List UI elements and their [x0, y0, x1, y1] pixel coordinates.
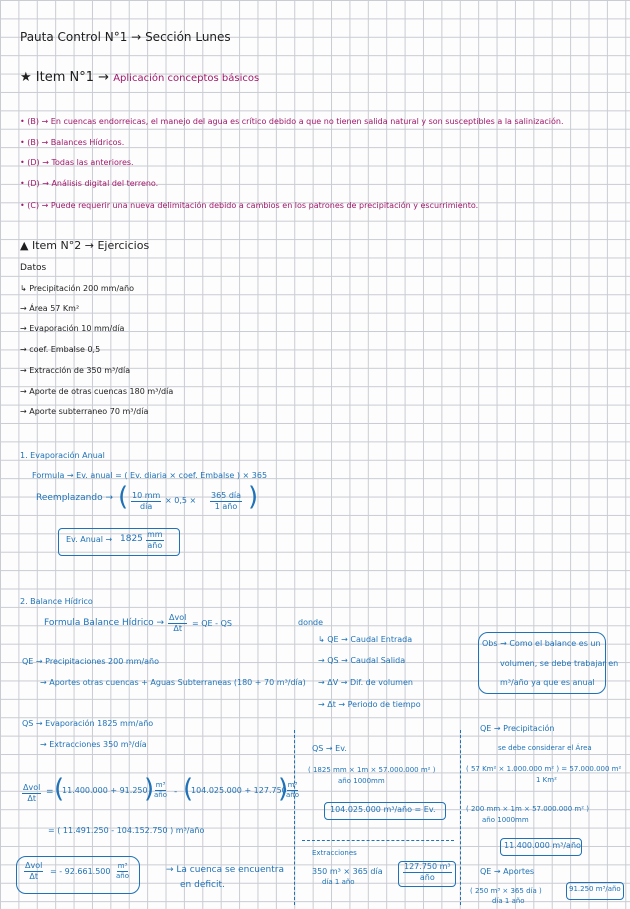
- calc1-b: 104.025.000 + 127.750: [191, 786, 287, 795]
- balance-result-unit: [116, 863, 129, 880]
- aportes-label: QE → Aportes: [480, 867, 535, 876]
- extr-result-num: 127.750 m³: [404, 862, 451, 871]
- datos-label: Datos: [20, 263, 47, 273]
- answer-4: • (D) → Análisis digital del terreno.: [20, 179, 159, 188]
- calc1-unit: [154, 782, 167, 799]
- item1-heading: [20, 71, 259, 84]
- arrow-icon: →: [98, 70, 110, 85]
- dato-6: → Aporte de otras cuencas 180 m³/día: [20, 387, 174, 396]
- calc-paren-2: ): [144, 774, 155, 804]
- aportes-den: día 1 año: [492, 897, 525, 905]
- qe-prec-note: se debe considerar el Área: [498, 744, 592, 752]
- calc-paren-4: ): [278, 774, 289, 804]
- calc1-unit-num: m³: [155, 781, 166, 789]
- prec-result: 11.400.000 m³/año: [504, 841, 581, 850]
- obs-line-2: volumen, se debe trabajar en: [500, 659, 619, 668]
- calc1-a: 11.400.000 + 91.250: [62, 786, 148, 795]
- title-text: Pauta Control N°1: [20, 30, 128, 44]
- item2-heading: [20, 240, 149, 251]
- calc1-unit2: [286, 782, 299, 799]
- answer-1: • (B) → En cuencas endorreicas, el manejo del agua es crítico debido a que no tienen salida natural y son susceptibles a la salinización.: [20, 117, 564, 126]
- obs-line-3: m³/año ya que es anual: [500, 678, 595, 687]
- dvol-text: Δvol: [169, 613, 187, 622]
- balance-result: = - 92.661.500: [50, 867, 111, 876]
- qs-ev-label: QS → Ev.: [312, 744, 347, 753]
- arrow-icon: →: [131, 30, 142, 44]
- qe-label: QE → Precipitaciones 200 mm/año: [22, 657, 159, 666]
- result-dvol: Δvol: [25, 861, 43, 870]
- star-icon: ★: [20, 70, 32, 85]
- balance-heading: 2. Balance Hídrico: [20, 597, 93, 606]
- answer-3: • (D) → Todas las anteriores.: [20, 158, 134, 167]
- obs-line-1: Obs → Como el balance es un: [482, 639, 601, 648]
- section-text: Sección Lunes: [145, 30, 231, 44]
- dt-text: Δt: [173, 624, 182, 633]
- item1-subtitle: Aplicación conceptos básicos: [113, 73, 260, 84]
- calc-paren-1: (: [54, 774, 65, 804]
- page-title: [20, 31, 231, 43]
- dato-3: → Evaporación 10 mm/día: [20, 324, 125, 333]
- balance-formula-rhs: = QE - QS: [192, 619, 232, 628]
- def-3: → ΔV → Dif. de volumen: [318, 678, 413, 687]
- separator-mid: [302, 840, 454, 841]
- evap-formula: Formula → Ev. anual = ( Ev. diaria × coef. Embalse ) × 365: [32, 471, 268, 480]
- qe-prec-label: QE → Precipitación: [480, 724, 555, 733]
- balance-note-1: → La cuenca se encuentra: [166, 865, 284, 875]
- def-2: → QS → Caudal Salida: [318, 656, 406, 665]
- donde-label: donde: [298, 618, 324, 627]
- dato-2: → Área 57 Km²: [20, 304, 80, 313]
- def-1: ↳ QE → Caudal Entrada: [318, 635, 413, 644]
- extr-calc: 350 m³ × 365 día: [312, 867, 383, 876]
- paren-open: (: [118, 482, 129, 512]
- qs-label: QS → Evaporación 1825 mm/año: [22, 719, 154, 728]
- result-unit-den: año: [116, 872, 130, 880]
- evap-mult: × 0,5 ×: [165, 496, 197, 505]
- qs-ev-calc: ( 1825 mm × 1m × 57.000.000 m² ): [308, 766, 436, 774]
- evap-heading: 1. Evaporación Anual: [20, 451, 105, 460]
- calc1-unit-den: año: [154, 791, 168, 799]
- evap-result-unit: [146, 531, 164, 550]
- qs-ev-result: 104.025.000 m³/año = Ev.: [330, 805, 436, 814]
- dato-5: → Extracción de 350 m³/día: [20, 366, 131, 375]
- calc-dt: Δt: [27, 794, 36, 803]
- extr-den: día 1 año: [322, 878, 355, 886]
- calc1-unit2-num: m³: [287, 781, 298, 789]
- item2-title: Item N°2: [31, 239, 82, 252]
- evap-frac-2: [210, 492, 242, 511]
- qs-ev-den: año 1000mm: [338, 777, 385, 785]
- separator-right: [460, 730, 461, 905]
- item2-subtitle: Ejercicios: [97, 239, 150, 252]
- calc-eq: =: [46, 787, 54, 797]
- dato-4: → coef. Embalse 0,5: [20, 345, 101, 354]
- prec-calc: ( 200 mm × 1m × 57.000.000 m² ): [466, 805, 589, 813]
- area-calc: ( 57 Km² × 1.000.000 m² ) = 57.000.000 m²: [466, 765, 622, 773]
- extr-result-den: año: [419, 873, 435, 882]
- extr-label: Extracciones: [312, 849, 357, 857]
- balance-formula-label: Formula Balance Hídrico →: [44, 618, 165, 628]
- arrow-icon: →: [84, 239, 94, 252]
- extr-result: [403, 863, 452, 882]
- evap-den1: día: [140, 502, 153, 511]
- dato-7: → Aporte subterraneo 70 m³/día: [20, 407, 149, 416]
- aportes-calc: ( 250 m³ × 365 día ): [470, 887, 542, 895]
- calc-minus: -: [174, 787, 178, 797]
- result-dvol-frac: [24, 862, 43, 881]
- evap-unit-den: año: [147, 541, 163, 550]
- balance-note-2: en deficit.: [180, 880, 225, 890]
- evap-frac-1: [131, 492, 161, 511]
- aportes-result: 91.250 m³/año: [569, 885, 621, 893]
- calc-dvol: Δvol: [23, 783, 41, 792]
- paren-close: ): [248, 482, 259, 512]
- result-unit-num: m³: [117, 862, 128, 870]
- item1-title: Item N°1: [35, 70, 95, 85]
- triangle-icon: ▲: [20, 239, 29, 252]
- answer-5: • (C) → Puede requerir una nueva delimitación debido a cambios en los patrones de precipitación y escurrimiento.: [20, 201, 479, 210]
- calc-dvol-frac: [22, 784, 41, 803]
- balance-dvol-frac: [168, 614, 187, 633]
- evap-den2: 1 año: [214, 502, 238, 511]
- evap-num2: 365 día: [211, 491, 242, 500]
- evap-num1: 10 mm: [132, 491, 161, 500]
- separator-left: [294, 730, 295, 905]
- qe-aportes: → Aportes otras cuencas + Aguas Subterraneas (180 + 70 m³/día): [40, 678, 306, 687]
- qs-extr: → Extracciones 350 m³/día: [40, 740, 147, 749]
- evap-unit-num: mm: [147, 530, 163, 539]
- area-den: 1 Km²: [536, 776, 557, 784]
- evap-result-value: 1825: [120, 534, 143, 544]
- def-4: → Δt → Periodo de tiempo: [318, 700, 421, 709]
- calc2: = ( 11.491.250 - 104.152.750 ) m³/año: [48, 826, 205, 835]
- calc1-unit2-den: año: [286, 791, 300, 799]
- evap-result-label: Ev. Anual →: [66, 535, 113, 544]
- prec-den: año 1000mm: [482, 816, 529, 824]
- reemplazando-label: Reemplazando →: [36, 493, 113, 503]
- dato-1: ↳ Precipitación 200 mm/año: [20, 284, 135, 293]
- answer-2: • (B) → Balances Hídricos.: [20, 138, 125, 147]
- calc-paren-3: (: [183, 774, 194, 804]
- result-dt: Δt: [29, 872, 38, 881]
